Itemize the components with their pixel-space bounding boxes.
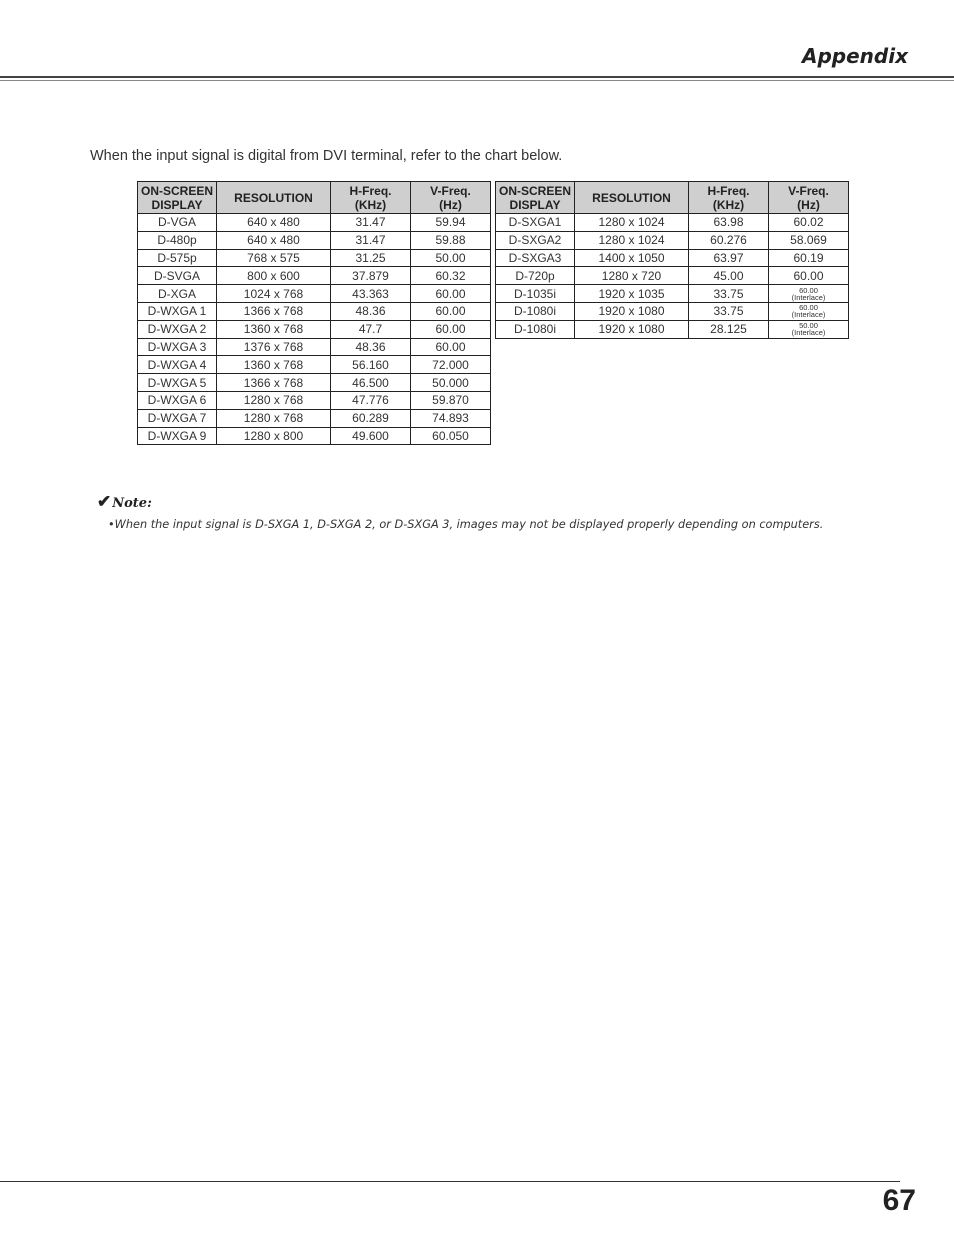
- cell-display: D-SVGA: [138, 267, 217, 285]
- cell-vfreq: 60.00: [411, 302, 491, 320]
- note-title: Note:: [112, 496, 152, 511]
- cell-resolution: 1280 x 720: [575, 267, 689, 285]
- cell-display: D-SXGA1: [496, 214, 575, 232]
- col-header-display: ON-SCREEN DISPLAY: [496, 182, 575, 214]
- signal-table-right-body: [496, 214, 849, 339]
- note-item: [108, 518, 823, 531]
- checkmark-icon: ✔: [97, 492, 112, 512]
- cell-display: D-WXGA 6: [138, 391, 217, 409]
- col-header-hfreq: H-Freq. (KHz): [689, 182, 769, 214]
- interlace-label: (Interlace): [791, 292, 826, 302]
- header-rule-thin: [0, 80, 954, 81]
- cell-display: D-XGA: [138, 285, 217, 303]
- col-header-vfreq: V-Freq. (Hz): [769, 182, 849, 214]
- cell-resolution: 1024 x 768: [217, 285, 331, 303]
- cell-hfreq: 48.36: [331, 302, 411, 320]
- cell-display: D-WXGA 2: [138, 320, 217, 338]
- table-row: [496, 285, 849, 303]
- cell-resolution: 1360 x 768: [217, 356, 331, 374]
- cell-resolution: 1280 x 768: [217, 391, 331, 409]
- table-row: [496, 320, 849, 338]
- table-row: [138, 302, 491, 320]
- interlace-label: (Interlace): [791, 310, 826, 320]
- cell-display: D-WXGA 5: [138, 374, 217, 392]
- table-row: [138, 338, 491, 356]
- table-row: [496, 249, 849, 267]
- table-row: [138, 320, 491, 338]
- table-row: [138, 391, 491, 409]
- table-row: [496, 267, 849, 285]
- cell-hfreq: 31.47: [331, 214, 411, 232]
- cell-vfreq: [769, 320, 849, 338]
- cell-display: D-VGA: [138, 214, 217, 232]
- cell-resolution: 1920 x 1035: [575, 285, 689, 303]
- cell-hfreq: 46.500: [331, 374, 411, 392]
- cell-vfreq: 60.00: [411, 338, 491, 356]
- col-header-hfreq: H-Freq. (KHz): [331, 182, 411, 214]
- cell-hfreq: 47.776: [331, 391, 411, 409]
- cell-display: D-WXGA 3: [138, 338, 217, 356]
- vfreq-value: 60.00: [799, 285, 818, 295]
- cell-display: D-SXGA3: [496, 249, 575, 267]
- table-row: [138, 249, 491, 267]
- table-row: [138, 374, 491, 392]
- table-row: [138, 214, 491, 232]
- cell-hfreq: 60.276: [689, 231, 769, 249]
- cell-vfreq: [769, 302, 849, 320]
- note-text: When the input signal is D-SXGA 1, D-SXGA 2, or D-SXGA 3, images may not be displayed properly depending on computers.: [114, 518, 824, 531]
- cell-vfreq: 60.19: [769, 249, 849, 267]
- col-header-vfreq: V-Freq. (Hz): [411, 182, 491, 214]
- cell-resolution: 1920 x 1080: [575, 302, 689, 320]
- cell-display: D-575p: [138, 249, 217, 267]
- cell-display: D-WXGA 4: [138, 356, 217, 374]
- note-heading: [97, 492, 152, 512]
- cell-vfreq: 60.00: [411, 320, 491, 338]
- table-row: [496, 231, 849, 249]
- bullet-icon: •: [108, 518, 115, 531]
- vfreq-value: 60.00: [799, 303, 818, 313]
- cell-hfreq: 31.25: [331, 249, 411, 267]
- col-header-resolution: RESOLUTION: [217, 182, 331, 214]
- cell-resolution: 1280 x 768: [217, 409, 331, 427]
- cell-hfreq: 60.289: [331, 409, 411, 427]
- cell-resolution: 1280 x 1024: [575, 231, 689, 249]
- cell-display: D-WXGA 1: [138, 302, 217, 320]
- cell-resolution: 1280 x 1024: [575, 214, 689, 232]
- cell-resolution: 1920 x 1080: [575, 320, 689, 338]
- section-title: Appendix: [802, 44, 908, 68]
- cell-display: D-720p: [496, 267, 575, 285]
- cell-resolution: 640 x 480: [217, 231, 331, 249]
- cell-vfreq: 50.000: [411, 374, 491, 392]
- signal-table-right: [495, 181, 849, 339]
- cell-vfreq: 59.88: [411, 231, 491, 249]
- cell-display: D-SXGA2: [496, 231, 575, 249]
- cell-display: D-1035i: [496, 285, 575, 303]
- cell-resolution: 1400 x 1050: [575, 249, 689, 267]
- header-rule: [0, 76, 954, 78]
- cell-resolution: 1360 x 768: [217, 320, 331, 338]
- interlace-label: (Interlace): [791, 328, 826, 338]
- table-row: [138, 427, 491, 445]
- page-number: 67: [882, 1184, 916, 1217]
- cell-hfreq: 56.160: [331, 356, 411, 374]
- cell-resolution: 1376 x 768: [217, 338, 331, 356]
- cell-vfreq: [769, 285, 849, 303]
- cell-hfreq: 33.75: [689, 285, 769, 303]
- vfreq-value: 50.00: [799, 321, 818, 331]
- table-row: [138, 285, 491, 303]
- cell-hfreq: 31.47: [331, 231, 411, 249]
- cell-vfreq: 60.00: [411, 285, 491, 303]
- cell-vfreq: 72.000: [411, 356, 491, 374]
- cell-vfreq: 60.050: [411, 427, 491, 445]
- cell-hfreq: 45.00: [689, 267, 769, 285]
- signal-table-left-body: [138, 214, 491, 445]
- cell-vfreq: 59.870: [411, 391, 491, 409]
- cell-display: D-480p: [138, 231, 217, 249]
- table-row: [138, 267, 491, 285]
- cell-hfreq: 37.879: [331, 267, 411, 285]
- table-row: [138, 409, 491, 427]
- cell-hfreq: 49.600: [331, 427, 411, 445]
- table-row: [496, 302, 849, 320]
- cell-vfreq: 60.02: [769, 214, 849, 232]
- footer-rule: [0, 1181, 900, 1182]
- table-row: [496, 214, 849, 232]
- cell-display: D-WXGA 7: [138, 409, 217, 427]
- table-row: [138, 356, 491, 374]
- table-header-row: [138, 182, 491, 214]
- cell-vfreq: 59.94: [411, 214, 491, 232]
- intro-text: When the input signal is digital from DVI terminal, refer to the chart below.: [90, 148, 563, 164]
- cell-resolution: 768 x 575: [217, 249, 331, 267]
- cell-vfreq: 58.069: [769, 231, 849, 249]
- cell-hfreq: 63.97: [689, 249, 769, 267]
- col-header-resolution: RESOLUTION: [575, 182, 689, 214]
- cell-resolution: 800 x 600: [217, 267, 331, 285]
- table-header-row: [496, 182, 849, 214]
- cell-vfreq: 60.00: [769, 267, 849, 285]
- cell-display: D-1080i: [496, 302, 575, 320]
- cell-hfreq: 33.75: [689, 302, 769, 320]
- cell-hfreq: 48.36: [331, 338, 411, 356]
- cell-display: D-WXGA 9: [138, 427, 217, 445]
- table-row: [138, 231, 491, 249]
- cell-vfreq: 50.00: [411, 249, 491, 267]
- cell-vfreq: 60.32: [411, 267, 491, 285]
- cell-vfreq: 74.893: [411, 409, 491, 427]
- cell-resolution: 640 x 480: [217, 214, 331, 232]
- col-header-display: ON-SCREEN DISPLAY: [138, 182, 217, 214]
- cell-resolution: 1366 x 768: [217, 302, 331, 320]
- cell-resolution: 1366 x 768: [217, 374, 331, 392]
- cell-hfreq: 47.7: [331, 320, 411, 338]
- cell-resolution: 1280 x 800: [217, 427, 331, 445]
- signal-table-left: [137, 181, 491, 445]
- cell-hfreq: 63.98: [689, 214, 769, 232]
- cell-hfreq: 28.125: [689, 320, 769, 338]
- cell-display: D-1080i: [496, 320, 575, 338]
- cell-hfreq: 43.363: [331, 285, 411, 303]
